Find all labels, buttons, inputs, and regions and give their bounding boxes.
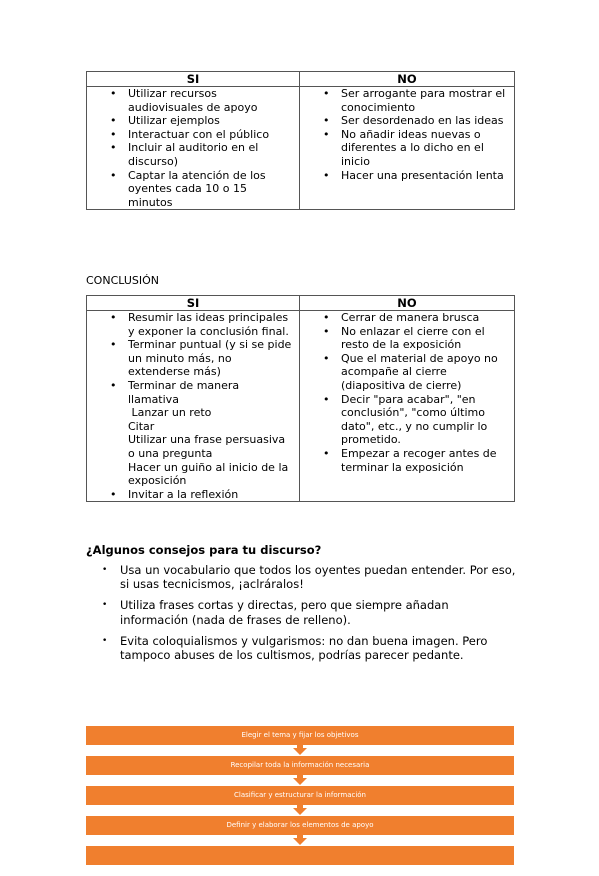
flow-step-label: Clasificar y estructurar la información (233, 791, 366, 799)
bullet-continuation: exposición (128, 474, 187, 488)
bullet-continuation: oyentes cada 10 o 15 (128, 182, 248, 196)
conclusion-heading: CONCLUSIÓN (86, 274, 159, 287)
table2-header-si: SI (87, 296, 300, 311)
bullet-continuation: extenderse más) (128, 365, 221, 379)
tip-item: • Evita coloquialismos y vulgarismos: no dan buena imagen. Pero tampoco abuses de los cultismos, podrías parecer pedante. (102, 634, 517, 662)
conclusion-table (86, 295, 515, 502)
flow-step (86, 726, 514, 745)
bullet-item: • Utilizar recursos (128, 87, 299, 101)
bullet-continuation: minutos (128, 195, 173, 209)
bullet-continuation: o una pregunta (128, 446, 213, 460)
bullet-continuation: un minuto más, no (128, 351, 232, 365)
bullet-continuation: acompañe al cierre (341, 365, 447, 379)
bullet-continuation: llamativa (128, 392, 179, 406)
bullet-item: • Decir "para acabar", "en (341, 393, 514, 407)
bullet-continuation: y exponer la conclusión final. (128, 324, 289, 338)
recommendations-table (86, 71, 515, 210)
bullet-item: • Cerrar de manera brusca (341, 311, 514, 325)
table2-si-cell (87, 311, 300, 502)
bullet-continuation: Utilizar una frase persuasiva (128, 433, 286, 447)
bullet-item: • Terminar puntual (y si se pide (128, 338, 299, 352)
bullet-item: • Ser desordenado en las ideas (341, 114, 514, 128)
bullet-continuation: Hacer un guiño al inicio de la (128, 460, 289, 474)
table1-header-si: SI (87, 72, 300, 87)
flow-step-label: Elegir el tema y fijar los objetivos (241, 731, 359, 739)
bullet-item: • Invitar a la reflexión (128, 488, 299, 502)
bullet-continuation: terminar la exposición (341, 460, 464, 474)
bullet-item: • Que el material de apoyo no (341, 352, 514, 366)
bullet-continuation: discurso) (128, 154, 179, 168)
bullet-continuation: dato", etc., y no cumplir lo (341, 419, 488, 433)
down-arrow-icon (293, 808, 307, 815)
bullet-continuation: conocimiento (341, 100, 416, 114)
table1-no-cell (300, 87, 515, 210)
tips-list (102, 563, 517, 669)
flow-step (86, 756, 514, 775)
tip-item: • Usa un vocabulario que todos los oyentes puedan entender. Por eso, si usas tecnicismos, ¡aclráralos! (102, 563, 517, 591)
bullet-continuation: inicio (341, 154, 370, 168)
flow-step (86, 786, 514, 805)
bullet-continuation: resto de la exposición (341, 338, 462, 352)
table2-header-no: NO (300, 296, 515, 311)
process-flowchart (86, 726, 514, 876)
table1-si-cell (87, 87, 300, 210)
bullet-continuation: prometido. (341, 433, 401, 447)
bullet-continuation: diferentes a lo dicho en el (341, 141, 484, 155)
bullet-continuation: Citar (128, 419, 155, 433)
flow-step (86, 846, 514, 865)
bullet-continuation: conclusión", "como último (341, 406, 485, 420)
down-arrow-icon (293, 748, 307, 755)
bullet-item: • Utilizar ejemplos (128, 114, 299, 128)
bullet-item: • Terminar de manera (128, 379, 299, 393)
bullet-continuation: Lanzar un reto (128, 406, 212, 420)
tip-item: • Utiliza frases cortas y directas, pero que siempre añadan información (nada de frases de relleno). (102, 598, 517, 626)
flow-step-label: Recopilar toda la información necesaria (230, 761, 370, 769)
table1-header-no: NO (300, 72, 515, 87)
table2-no-cell (300, 311, 515, 502)
bullet-item: • Empezar a recoger antes de (341, 447, 514, 461)
bullet-item: • No enlazar el cierre con el (341, 325, 514, 339)
down-arrow-icon (293, 778, 307, 785)
bullet-item: • Interactuar con el público (128, 128, 299, 142)
tips-title: ¿Algunos consejos para tu discurso? (86, 543, 322, 557)
flow-step (86, 816, 514, 835)
bullet-item: • Captar la atención de los (128, 169, 299, 183)
flow-step-label: Definir y elaborar los elementos de apoyo (226, 821, 374, 829)
bullet-item: • Hacer una presentación lenta (341, 169, 514, 183)
bullet-continuation: (diapositiva de cierre) (341, 378, 462, 392)
bullet-item: • Resumir las ideas principales (128, 311, 299, 325)
bullet-item: • No añadir ideas nuevas o (341, 128, 514, 142)
bullet-item: • Incluir al auditorio en el (128, 141, 299, 155)
down-arrow-icon (293, 838, 307, 845)
bullet-item: • Ser arrogante para mostrar el (341, 87, 514, 101)
bullet-continuation: audiovisuales de apoyo (128, 100, 258, 114)
